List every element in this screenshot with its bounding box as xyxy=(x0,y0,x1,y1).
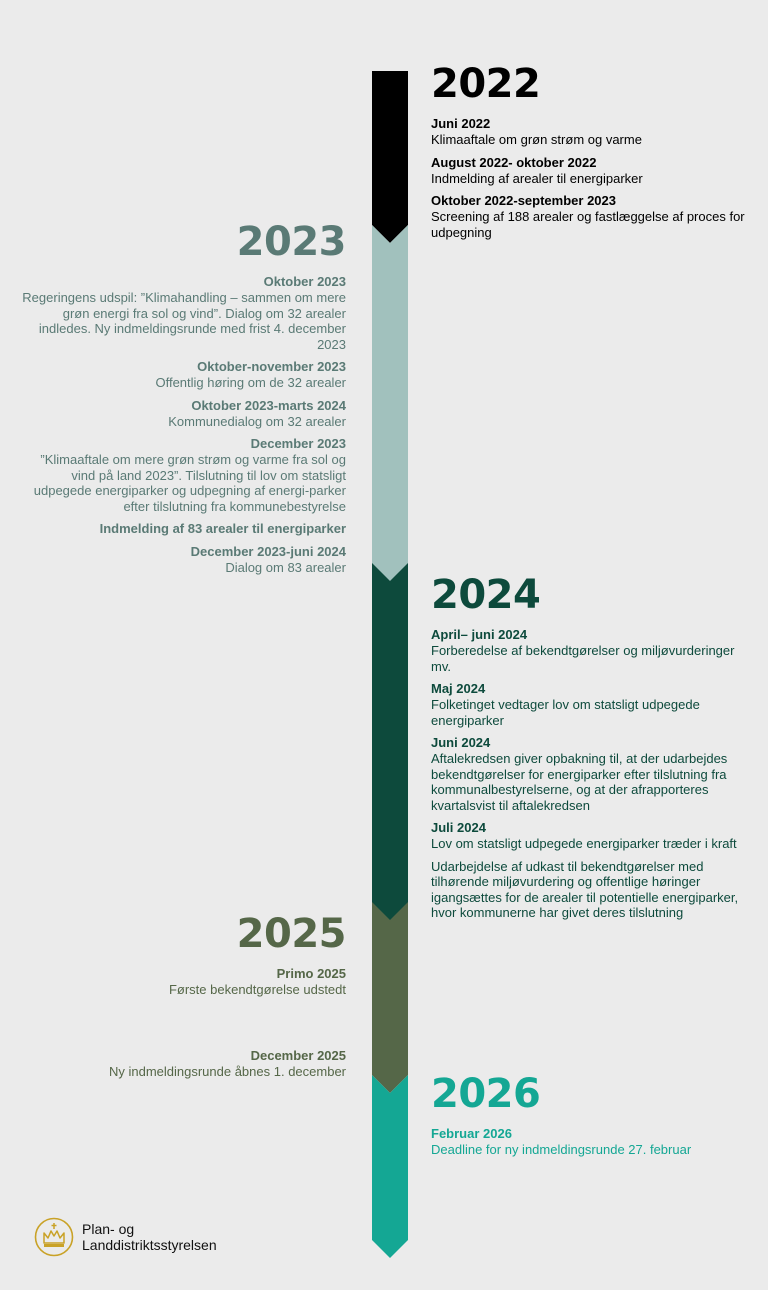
timeline-entry xyxy=(431,155,751,187)
entry-date: Oktober 2022-september 2023 xyxy=(431,193,616,208)
entry-description: Kommunedialog om 32 arealer xyxy=(168,413,346,429)
timeline-segment-2023 xyxy=(372,225,408,583)
entry-description: Deadline for ny indmeldingsrunde 27. februar xyxy=(431,1142,692,1157)
entry-date: August 2022- oktober 2022 xyxy=(431,154,597,170)
logo-line-1: Plan- og xyxy=(82,1221,135,1237)
entry-description: Ny indmeldingsrunde åbnes 1. december xyxy=(108,1064,346,1079)
entry-date: Oktober 2023 xyxy=(263,274,346,289)
agency-logo xyxy=(34,1217,217,1257)
entry-description: Indmelding af arealer til energiparker xyxy=(431,170,643,186)
entry-date: April– juni 2024 xyxy=(431,627,528,642)
entry-date: Primo 2025 xyxy=(276,966,346,981)
timeline-entry xyxy=(16,398,346,430)
year-heading: 2026 xyxy=(431,1071,541,1117)
entry-description: Regeringens udspil: ”Klimahandling – sammen om mere grøn energi fra sol og vind”. Dialog om 32 arealer indledes. Ny indmeldingsrunde med frist 4. december 2023 xyxy=(22,290,346,352)
entry-date: Oktober-november 2023 xyxy=(197,359,346,374)
year-block-2025-late xyxy=(46,1048,346,1087)
timeline-entry xyxy=(431,681,741,728)
timeline-entry xyxy=(431,116,751,148)
timeline-segment-2022 xyxy=(372,71,408,243)
entry-date: Maj 2024 xyxy=(431,681,486,696)
crown-icon xyxy=(34,1217,74,1257)
timeline-entry xyxy=(46,966,346,998)
timeline-entry xyxy=(431,193,751,240)
entry-date: Juli 2024 xyxy=(431,820,486,835)
timeline-segment-2024 xyxy=(372,563,408,922)
entry-date: Juni 2022 xyxy=(431,116,491,131)
entry-date: Juni 2024 xyxy=(431,735,491,750)
year-heading: 2025 xyxy=(236,911,346,957)
timeline-entry xyxy=(16,544,346,576)
year-heading: 2023 xyxy=(236,219,346,265)
entry-description: ”Klimaaftale om mere grøn strøm og varme fra sol og vind på land 2023”. Tilslutning til lov om statsligt udpegede energiparker og udpegning af energi-parker efter tilslutning fra kommunebestyrelse xyxy=(33,452,346,514)
entry-description: Aftalekredsen giver opbakning til, at der udarbejdes bekendtgørelser for energiparker efter tilslutning fra kommunalbestyrelserne, og at der afrapporteres kvartalsvist til aftalekredsen xyxy=(431,751,728,813)
entry-date: Oktober 2023-marts 2024 xyxy=(191,397,346,413)
timeline-entry xyxy=(16,274,346,352)
year-block-2023 xyxy=(16,219,346,583)
entry-description: Første bekendtgørelse udstedt xyxy=(168,982,346,997)
timeline-entry xyxy=(431,627,741,674)
entry-description: Offentlig høring om de 32 arealer xyxy=(155,375,346,390)
entry-description: Udarbejdelse af udkast til bekendtgørelser med tilhørende miljøvurdering og offentlige høringer igangsættes for de arealer til potentielle energiparker, hvor kommunerne har givet deres tilslutning xyxy=(431,858,739,920)
entry-description: Klimaaftale om grøn strøm og varme xyxy=(431,132,642,147)
entry-description: Folketinget vedtager lov om statsligt udpegede energiparker xyxy=(431,697,700,728)
entry-date: Indmelding af 83 arealer til energiparker xyxy=(99,521,346,536)
logo-line-2: Landdistriktsstyrelsen xyxy=(82,1237,217,1253)
timeline-segment-2025 xyxy=(372,902,408,1093)
year-block-2022 xyxy=(431,61,751,247)
timeline-entry xyxy=(16,436,346,514)
timeline-entry xyxy=(16,359,346,391)
entry-description: Forberedelse af bekendtgørelser og miljøvurderinger mv. xyxy=(431,643,735,674)
year-heading: 2022 xyxy=(431,61,541,107)
timeline-entry xyxy=(46,1048,346,1080)
year-block-2026 xyxy=(431,1071,741,1165)
year-heading: 2024 xyxy=(431,572,541,618)
entry-description: Screening af 188 arealer og fastlæggelse af proces for udpegning xyxy=(431,209,745,240)
entry-date: Februar 2026 xyxy=(431,1126,512,1141)
timeline-entry xyxy=(431,1126,741,1158)
timeline-entry xyxy=(431,859,741,921)
timeline-entry xyxy=(431,735,741,813)
entry-date: December 2025 xyxy=(250,1048,346,1063)
timeline-segment-2026 xyxy=(372,1075,408,1258)
entry-description: Lov om statsligt udpegede energiparker træder i kraft xyxy=(431,836,737,851)
entry-date: December 2023-juni 2024 xyxy=(190,544,346,559)
year-block-2025 xyxy=(46,911,346,1005)
timeline-entry xyxy=(431,820,741,852)
timeline-entry xyxy=(16,521,346,537)
logo-text xyxy=(82,1221,217,1253)
entry-date: December 2023 xyxy=(250,436,346,451)
year-block-2024 xyxy=(431,572,741,928)
entry-description: Dialog om 83 arealer xyxy=(225,560,346,575)
